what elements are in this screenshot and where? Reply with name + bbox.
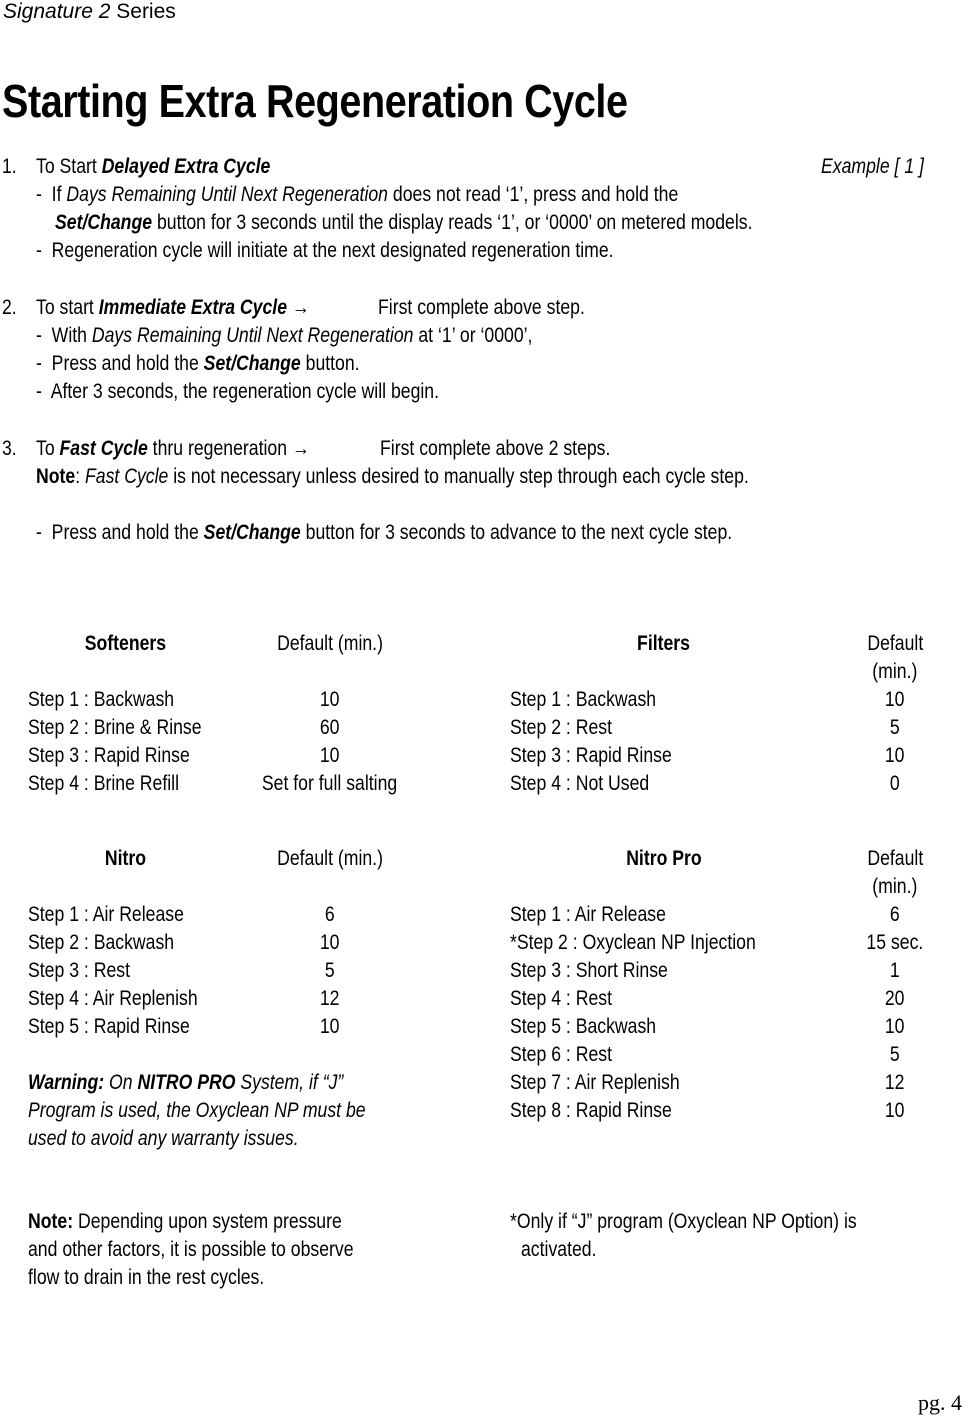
softeners-default-label: Default (min.): [277, 632, 383, 655]
step-2-bullet-2: [36, 350, 360, 378]
table-row-value: 10: [885, 744, 905, 767]
step-2-number: 2.: [2, 296, 17, 319]
document-header: [3, 0, 176, 24]
table-row-step: Step 6 : Rest: [510, 1043, 612, 1066]
text: does not read ‘1’, press and hold the: [387, 183, 679, 206]
text: System, if “J”: [235, 1071, 344, 1094]
table-row-step: Step 2 : Brine & Rinse: [28, 716, 202, 739]
step-1-prefix: To Start: [36, 155, 102, 178]
text-italic: Days Remaining Until Next Regeneration: [66, 183, 388, 206]
table-row-step: Step 4 : Not Used: [510, 772, 650, 795]
text-italic: Fast Cycle: [85, 465, 169, 488]
step-3-heading: [36, 435, 310, 463]
step-3-number: 3.: [2, 437, 17, 460]
table-row-value: 1: [890, 959, 900, 982]
arrow-icon: →: [287, 296, 310, 319]
set-change-label: Set/Change: [55, 211, 153, 234]
step-1-number: 1.: [2, 155, 17, 178]
step-3-note: [36, 463, 749, 491]
table-row-value: 12: [885, 1071, 905, 1094]
step-3-bullet-1: [36, 519, 732, 547]
table-row-value: 10: [320, 931, 340, 954]
step-2-prefix: To start: [36, 296, 99, 319]
warning-line-3: used to avoid any warranty issues.: [28, 1127, 299, 1150]
table-row-step: Step 3 : Rest: [28, 959, 130, 982]
set-change-label: Set/Change: [203, 352, 301, 375]
table-row-value: Set for full salting: [262, 772, 398, 795]
text: Regeneration cycle will initiate at the next designated regeneration time.: [51, 239, 614, 262]
table-row-value: 6: [325, 903, 335, 926]
step-2-heading: [36, 294, 310, 322]
step-1-heading: [36, 153, 270, 181]
softeners-heading: Softeners: [84, 632, 166, 655]
table-row-step: Step 4 : Rest: [510, 987, 612, 1010]
filters-default-label-1: Default: [867, 632, 923, 655]
step-1-name: Delayed Extra Cycle: [101, 155, 271, 178]
table-row-step: Step 2 : Rest: [510, 716, 612, 739]
step-1-bullet-1-continued: [55, 209, 752, 237]
table-row-step: Step 3 : Rapid Rinse: [28, 744, 190, 767]
table-row-value: 10: [320, 688, 340, 711]
table-row-step: Step 4 : Brine Refill: [28, 772, 180, 795]
table-row-step: Step 1 : Backwash: [510, 688, 657, 711]
filters-default-label-2: (min.): [872, 660, 918, 683]
nitro-pro-heading: Nitro Pro: [626, 847, 702, 870]
dash: -: [36, 239, 42, 262]
note-label: Note: [36, 465, 76, 488]
table-row-value: 6: [890, 903, 900, 926]
table-row-value: 10: [885, 1015, 905, 1038]
text: button for 3 seconds until the display reads ‘1’, or ‘0000’ on metered models.: [152, 211, 753, 234]
bottom-note-line-1: [28, 1208, 342, 1236]
step-3-prefix: To: [36, 437, 60, 460]
table-row-step: Step 1 : Backwash: [28, 688, 175, 711]
table-row-step: Step 7 : Air Replenish: [510, 1071, 680, 1094]
page-title: Starting Extra Regeneration Cycle: [2, 75, 628, 127]
step-1-bullet-1: [36, 181, 678, 209]
text-italic: Days Remaining Until Next Regeneration: [91, 324, 414, 347]
nitro-pro-label: NITRO PRO: [137, 1071, 236, 1094]
nitro-pro-default-label-1: Default: [867, 847, 923, 870]
table-row-step: Step 8 : Rapid Rinse: [510, 1099, 672, 1122]
table-row-value: 5: [890, 1043, 900, 1066]
table-row-step: Step 1 : Air Release: [28, 903, 184, 926]
nitro-default-label: Default (min.): [277, 847, 383, 870]
step-2-bullet-3: [36, 378, 439, 406]
table-row-step: Step 3 : Short Rinse: [510, 959, 668, 982]
table-row-step: Step 1 : Air Release: [510, 903, 666, 926]
table-row-step: Step 2 : Backwash: [28, 931, 175, 954]
table-row-step: Step 4 : Air Replenish: [28, 987, 198, 1010]
text: button.: [300, 352, 360, 375]
table-row-value: 10: [320, 744, 340, 767]
text: Press and hold the: [51, 521, 204, 544]
text: at ‘1’ or ‘0000’,: [413, 324, 533, 347]
step-2-after: First complete above step.: [378, 296, 585, 319]
text: :: [75, 465, 86, 488]
table-row-value: 60: [320, 716, 340, 739]
warning-line-1: [28, 1069, 343, 1097]
footnote-line-1: *Only if “J” program (Oxyclean NP Option) is: [510, 1210, 857, 1233]
text: If: [51, 183, 67, 206]
table-row-value: 5: [325, 959, 335, 982]
table-row-value: 10: [885, 1099, 905, 1122]
step-2-bullet-1: [36, 322, 532, 350]
dash: -: [36, 352, 42, 375]
warning-label: Warning:: [28, 1071, 105, 1094]
dash: -: [36, 183, 42, 206]
brand-name: Signature 2: [3, 0, 111, 23]
table-row-value: 20: [885, 987, 905, 1010]
table-row-value: 10: [320, 1015, 340, 1038]
bottom-note-line-2: and other factors, it is possible to observe: [28, 1238, 354, 1261]
table-row-step: Step 5 : Rapid Rinse: [28, 1015, 190, 1038]
table-row-value: 12: [320, 987, 340, 1010]
text: Press and hold the: [51, 352, 204, 375]
table-row-value: 0: [890, 772, 900, 795]
note-label: Note:: [28, 1210, 74, 1233]
step-2-name: Immediate Extra Cycle: [98, 296, 288, 319]
step-1-example: Example [ 1 ]: [821, 155, 924, 178]
series-label: Series: [110, 0, 176, 23]
filters-heading: Filters: [637, 632, 691, 655]
nitro-heading: Nitro: [104, 847, 146, 870]
text: After 3 seconds, the regeneration cycle will begin.: [50, 380, 440, 403]
dash: -: [36, 521, 42, 544]
dash: -: [36, 380, 42, 403]
footnote-line-2: activated.: [521, 1238, 597, 1261]
table-row-value: 5: [890, 716, 900, 739]
table-row-value: 10: [885, 688, 905, 711]
table-row-step: Step 3 : Rapid Rinse: [510, 744, 672, 767]
text: thru regeneration: [147, 437, 288, 460]
text: Depending upon system pressure: [73, 1210, 342, 1233]
table-row-value: 15 sec.: [866, 931, 924, 954]
arrow-icon: →: [287, 437, 310, 460]
table-row-step: Step 5 : Backwash: [510, 1015, 657, 1038]
warning-line-2: Program is used, the Oxyclean NP must be: [28, 1099, 366, 1122]
nitro-pro-default-label-2: (min.): [872, 875, 918, 898]
text: With: [51, 324, 92, 347]
bottom-note-line-3: flow to drain in the rest cycles.: [28, 1266, 265, 1289]
page-number: pg. 4: [918, 1390, 962, 1415]
step-3-after: First complete above 2 steps.: [380, 437, 611, 460]
step-3-name: Fast Cycle: [59, 437, 148, 460]
set-change-label: Set/Change: [203, 521, 301, 544]
table-row-step: *Step 2 : Oxyclean NP Injection: [510, 931, 756, 954]
step-1-bullet-2: [36, 237, 614, 265]
text: button for 3 seconds to advance to the next cycle step.: [300, 521, 733, 544]
dash: -: [36, 324, 42, 347]
text: is not necessary unless desired to manually step through each cycle step.: [168, 465, 749, 488]
text: On: [104, 1071, 138, 1094]
